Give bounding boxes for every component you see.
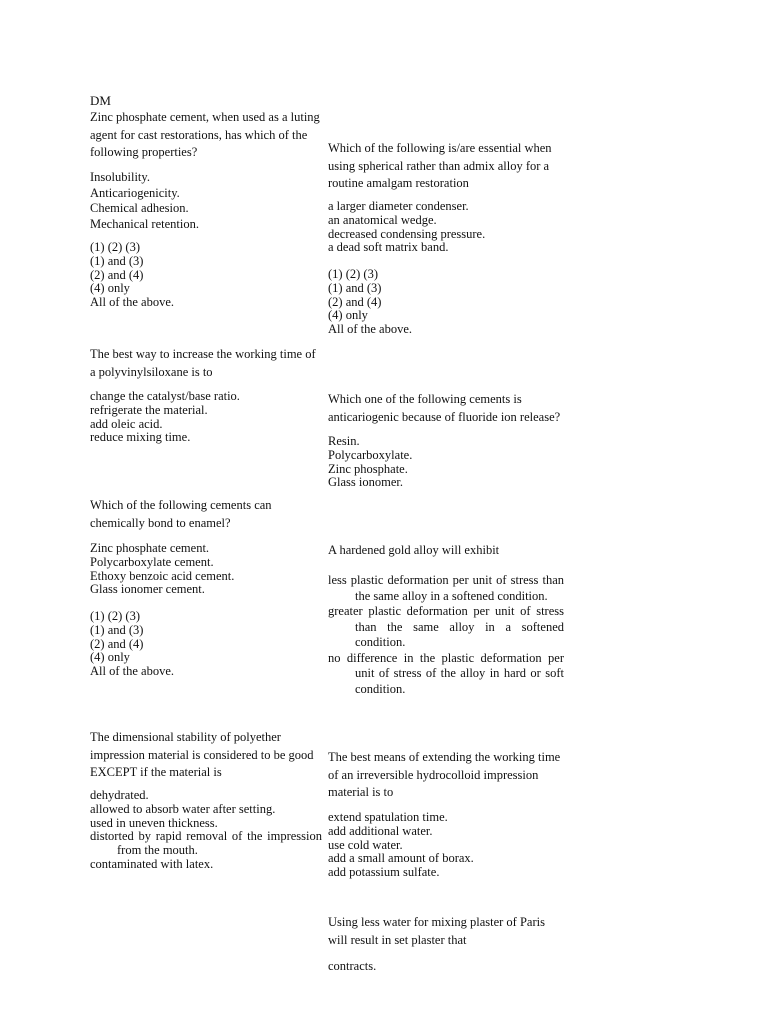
question-block	[328, 391, 564, 426]
doc-title: DM	[90, 93, 111, 108]
choice-item: (2) and (4)	[328, 294, 382, 309]
question-block	[328, 140, 564, 193]
option-item: Polycarboxylate cement.	[90, 554, 214, 569]
option-list	[328, 960, 564, 974]
option-list	[90, 170, 322, 232]
option-list	[90, 789, 322, 872]
option-list	[328, 573, 564, 697]
option-item: refrigerate the material.	[90, 402, 208, 417]
question-block	[90, 346, 322, 381]
choice-item: (4) only	[90, 281, 130, 296]
option-item: reduce mixing time.	[90, 430, 191, 445]
question-block	[90, 497, 322, 532]
question-block	[328, 749, 564, 802]
option-list	[328, 811, 564, 880]
option-item: no difference in the plastic deformation per unit of stress of the alloy in hard or soft condition.	[328, 650, 564, 696]
option-item: add potassium sulfate.	[328, 865, 440, 880]
question-text: The best way to increase the working time of a polyvinylsiloxane is to	[90, 347, 316, 379]
option-item: add a small amount of borax.	[328, 851, 474, 866]
option-item: decreased condensing pressure.	[328, 226, 486, 241]
question-block	[90, 729, 322, 782]
option-item: add additional water.	[328, 823, 433, 838]
option-item: Anticariogenicity.	[90, 185, 180, 200]
option-item: a larger diameter condenser.	[328, 199, 469, 213]
option-item: Resin.	[328, 434, 360, 448]
option-item: Mechanical retention.	[90, 216, 199, 231]
question-text: Zinc phosphate cement, when used as a luting agent for cast restorations, has which of the following properties?	[90, 110, 320, 159]
choice-item: All of the above.	[90, 295, 175, 310]
option-item: an anatomical wedge.	[328, 212, 437, 227]
option-item: use cold water.	[328, 837, 403, 852]
option-item: distorted by rapid removal of the impression from the mouth.	[90, 829, 322, 858]
question-block	[328, 542, 564, 560]
question-text: Which of the following is/are essential when using spherical rather than admix alloy for a routine amalgam restoration	[328, 141, 552, 190]
choice-list	[90, 241, 322, 310]
choice-item: All of the above.	[328, 322, 413, 337]
choice-item: All of the above.	[90, 664, 175, 679]
option-item: Glass ionomer cement.	[90, 582, 205, 597]
option-item: Zinc phosphate.	[328, 461, 408, 476]
choice-list	[328, 268, 564, 337]
option-item: allowed to absorb water after setting.	[90, 801, 276, 816]
question-text: Using less water for mixing plaster of Paris will result in set plaster that	[328, 915, 545, 947]
question-block	[90, 109, 322, 162]
option-list	[90, 390, 322, 445]
option-item: contracts.	[328, 959, 377, 973]
choice-list	[90, 610, 322, 679]
choice-item: (1) and (3)	[90, 622, 144, 637]
option-item: less plastic deformation per unit of stress than the same alloy in a softened condition.	[328, 573, 564, 603]
question-text: The dimensional stability of polyether impression material is considered to be good EXCEPT if the material is	[90, 730, 314, 779]
option-list	[328, 200, 564, 255]
choice-item: (1) and (3)	[328, 280, 382, 295]
option-item: Insolubility.	[90, 170, 150, 184]
choice-item: (1) (2) (3)	[90, 240, 140, 254]
option-item: Chemical adhesion.	[90, 201, 189, 215]
choice-item: (4) only	[328, 308, 368, 323]
option-item: Polycarboxylate.	[328, 447, 413, 462]
choice-item: (1) (2) (3)	[328, 267, 378, 281]
option-list	[90, 542, 322, 597]
option-list	[328, 435, 564, 490]
option-item: greater plastic deformation per unit of stress than the same alloy in a softened condition.	[328, 604, 564, 649]
option-item: extend spatulation time.	[328, 810, 448, 824]
option-item: contaminated with latex.	[90, 856, 214, 871]
question-text: The best means of extending the working time of an irreversible hydrocolloid impression material is to	[328, 750, 561, 799]
option-item: a dead soft matrix band.	[328, 240, 449, 255]
choice-item: (2) and (4)	[90, 636, 144, 651]
choice-item: (4) only	[90, 650, 130, 665]
option-item: Zinc phosphate cement.	[90, 541, 210, 555]
option-item: change the catalyst/base ratio.	[90, 389, 240, 403]
choice-item: (1) and (3)	[90, 253, 144, 268]
question-text: A hardened gold alloy will exhibit	[328, 543, 500, 557]
option-item: used in uneven thickness.	[90, 815, 218, 830]
choice-item: (2) and (4)	[90, 267, 144, 282]
question-block	[328, 914, 564, 949]
choice-item: (1) (2) (3)	[90, 609, 140, 623]
option-item: dehydrated.	[90, 788, 149, 802]
option-item: add oleic acid.	[90, 416, 163, 431]
option-item: Glass ionomer.	[328, 475, 403, 490]
question-text: Which of the following cements can chemically bond to enamel?	[90, 498, 272, 530]
option-item: Ethoxy benzoic acid cement.	[90, 568, 235, 583]
question-text: Which one of the following cements is anticariogenic because of fluoride ion release?	[328, 392, 561, 424]
